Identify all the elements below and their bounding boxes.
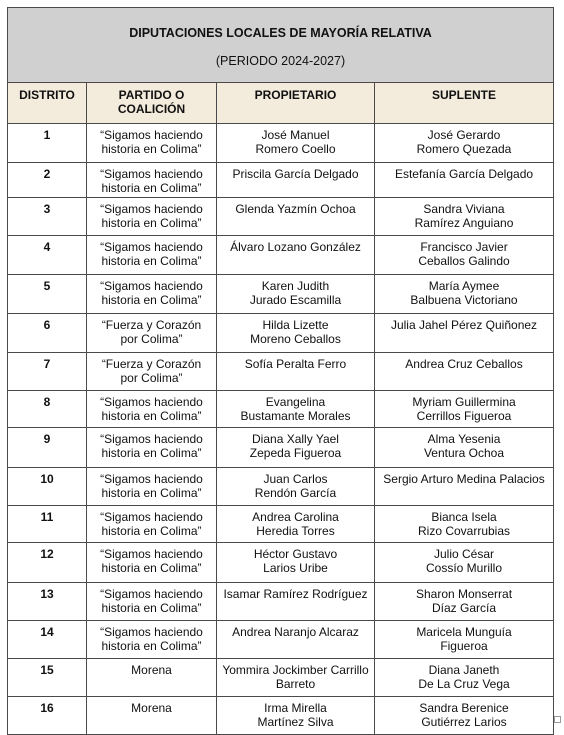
cell-distrito: 11: [8, 506, 87, 543]
cell-distrito: 4: [8, 236, 87, 275]
table-body: [8, 124, 554, 735]
cell-suplente: Sandra Berenice Gutiérrez Larios: [375, 697, 554, 735]
cell-distrito: 2: [8, 163, 87, 198]
cell-suplente: Julio César Cossío Murillo: [375, 543, 554, 583]
table-row: [8, 621, 554, 659]
cell-partido: “Sigamos haciendo historia en Colima”: [87, 506, 217, 543]
cell-propietario: Álvaro Lozano González: [217, 236, 375, 275]
cell-propietario: Yommira Jockimber Carrillo Barreto: [217, 659, 375, 697]
cell-partido: “Sigamos haciendo historia en Colima”: [87, 621, 217, 659]
cell-propietario: Sofía Peralta Ferro: [217, 353, 375, 391]
table-row: [8, 353, 554, 391]
cell-propietario: José Manuel Romero Coello: [217, 124, 375, 163]
cell-distrito: 12: [8, 543, 87, 583]
cell-propietario: Andrea Naranjo Alcaraz: [217, 621, 375, 659]
cell-suplente: Maricela Munguía Figueroa: [375, 621, 554, 659]
cell-suplente: Andrea Cruz Ceballos: [375, 353, 554, 391]
cell-partido: “Sigamos haciendo historia en Colima”: [87, 391, 217, 428]
table-row: [8, 275, 554, 314]
table-row: [8, 391, 554, 428]
cell-partido: “Sigamos haciendo historia en Colima”: [87, 198, 217, 236]
cell-partido: Morena: [87, 697, 217, 735]
cell-propietario: Glenda Yazmín Ochoa: [217, 198, 375, 236]
cell-distrito: 7: [8, 353, 87, 391]
cell-propietario: Héctor Gustavo Larios Uribe: [217, 543, 375, 583]
cell-distrito: 3: [8, 198, 87, 236]
cell-suplente: Julia Jahel Pérez Quiñonez: [375, 314, 554, 353]
cell-propietario: Isamar Ramírez Rodríguez: [217, 583, 375, 621]
cell-suplente: Myriam Guillermina Cerrillos Figueroa: [375, 391, 554, 428]
cell-partido: “Fuerza y Corazón por Colima”: [87, 353, 217, 391]
header-suplente: SUPLENTE: [375, 83, 554, 124]
table-row: [8, 124, 554, 163]
cell-propietario: Priscila García Delgado: [217, 163, 375, 198]
cell-partido: “Sigamos haciendo historia en Colima”: [87, 275, 217, 314]
header-partido: PARTIDO O COALICIÓN: [87, 83, 217, 124]
table-row: [8, 428, 554, 468]
cell-propietario: Evangelina Bustamante Morales: [217, 391, 375, 428]
cell-suplente: Francisco Javier Ceballos Galindo: [375, 236, 554, 275]
table-title-row: [8, 8, 554, 83]
table-row: [8, 198, 554, 236]
cell-distrito: 1: [8, 124, 87, 163]
table-row: [8, 583, 554, 621]
page-corner-marker: [554, 716, 561, 723]
header-distrito: DISTRITO: [8, 83, 87, 124]
cell-partido: “Sigamos haciendo historia en Colima”: [87, 428, 217, 468]
cell-propietario: Andrea Carolina Heredia Torres: [217, 506, 375, 543]
header-propietario: PROPIETARIO: [217, 83, 375, 124]
cell-propietario: Juan Carlos Rendón García: [217, 468, 375, 506]
cell-distrito: 14: [8, 621, 87, 659]
cell-propietario: Karen Judith Jurado Escamilla: [217, 275, 375, 314]
cell-partido: “Sigamos haciendo historia en Colima”: [87, 236, 217, 275]
cell-partido: “Sigamos haciendo historia en Colima”: [87, 583, 217, 621]
table-row: [8, 659, 554, 697]
cell-suplente: Alma Yesenia Ventura Ochoa: [375, 428, 554, 468]
table-subtitle: (PERIODO 2024-2027): [215, 54, 346, 68]
cell-distrito: 13: [8, 583, 87, 621]
cell-propietario: Irma Mirella Martínez Silva: [217, 697, 375, 735]
cell-suplente: Sergio Arturo Medina Palacios: [375, 468, 554, 506]
cell-distrito: 16: [8, 697, 87, 735]
cell-suplente: Bianca Isela Rizo Covarrubias: [375, 506, 554, 543]
cell-suplente: Sandra Viviana Ramírez Anguiano: [375, 198, 554, 236]
cell-partido: “Sigamos haciendo historia en Colima”: [87, 468, 217, 506]
table-row: [8, 314, 554, 353]
cell-suplente: Sharon Monserrat Díaz García: [375, 583, 554, 621]
table-row: [8, 506, 554, 543]
cell-distrito: 10: [8, 468, 87, 506]
cell-partido: “Sigamos haciendo historia en Colima”: [87, 124, 217, 163]
cell-suplente: Estefanía García Delgado: [375, 163, 554, 198]
table-row: [8, 163, 554, 198]
cell-suplente: José Gerardo Romero Quezada: [375, 124, 554, 163]
cell-partido: Morena: [87, 659, 217, 697]
table-row: [8, 468, 554, 506]
table-row: [8, 236, 554, 275]
cell-distrito: 5: [8, 275, 87, 314]
table-title-cell: [8, 8, 554, 83]
cell-partido: “Fuerza y Corazón por Colima”: [87, 314, 217, 353]
cell-distrito: 15: [8, 659, 87, 697]
cell-partido: “Sigamos haciendo historia en Colima”: [87, 543, 217, 583]
table-row: [8, 697, 554, 735]
cell-suplente: Diana Janeth De La Cruz Vega: [375, 659, 554, 697]
cell-propietario: Diana Xally Yael Zepeda Figueroa: [217, 428, 375, 468]
table-header-row: [8, 83, 554, 124]
cell-distrito: 9: [8, 428, 87, 468]
cell-suplente: María Aymee Balbuena Victoriano: [375, 275, 554, 314]
table-title: DIPUTACIONES LOCALES DE MAYORÍA RELATIVA: [129, 26, 432, 40]
cell-partido: “Sigamos haciendo historia en Colima”: [87, 163, 217, 198]
diputaciones-table: [7, 7, 554, 735]
cell-propietario: Hilda Lizette Moreno Ceballos: [217, 314, 375, 353]
table-row: [8, 543, 554, 583]
document-page: [7, 7, 553, 735]
cell-distrito: 6: [8, 314, 87, 353]
cell-distrito: 8: [8, 391, 87, 428]
